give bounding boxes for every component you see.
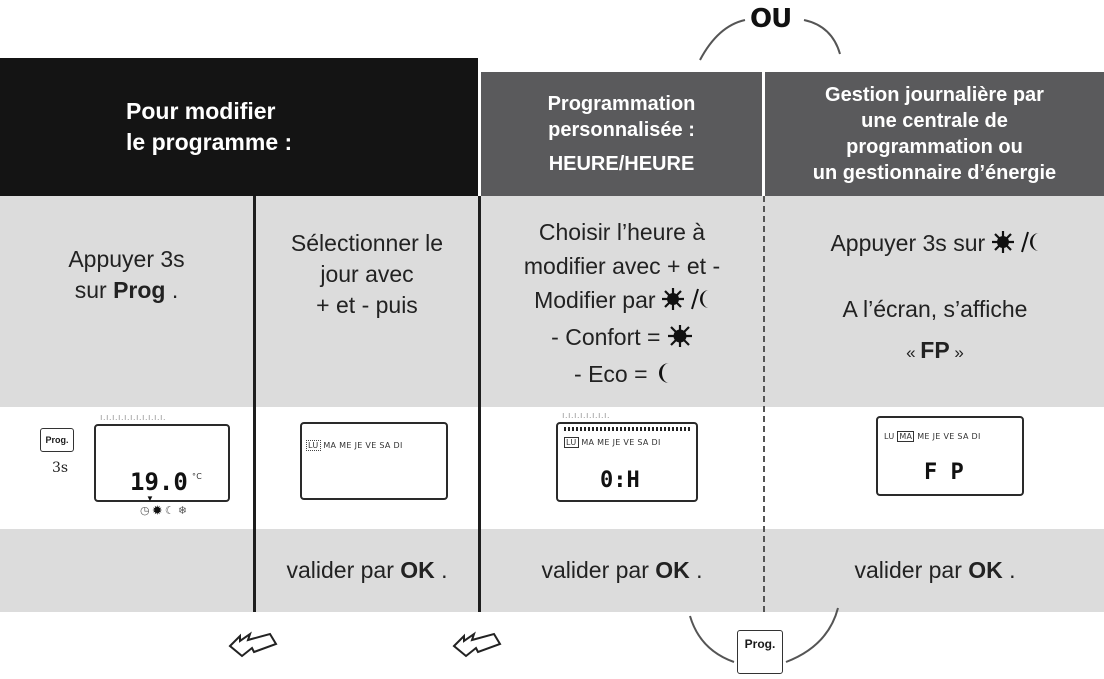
header-modify-line: le programme : bbox=[126, 129, 293, 155]
instruction-text: A l’écran, s’affiche bbox=[842, 296, 1028, 322]
next-step-arrow-icon bbox=[450, 630, 506, 663]
fp-reading: F P bbox=[924, 460, 964, 485]
header-custom-programming bbox=[481, 72, 762, 196]
header-custom-line: HEURE/HEURE bbox=[548, 153, 695, 175]
header-custom-line: Programmation bbox=[547, 93, 696, 115]
header-daily-management bbox=[765, 72, 1104, 196]
program-bar-dots: ı.ı.ı.ı.ı.ı.ı.ı. bbox=[562, 410, 611, 420]
header-daily-line: programmation ou bbox=[846, 136, 1023, 158]
instruction-text: + et - puis bbox=[316, 292, 418, 318]
sun-moon-icon bbox=[992, 230, 1040, 262]
validate-col4: valider par OK . bbox=[854, 557, 1016, 583]
temperature-unit: °C bbox=[192, 472, 203, 481]
thermostat-display-temperature bbox=[94, 424, 230, 502]
hour-reading: 0:H bbox=[600, 468, 640, 493]
program-bar-dots: ı.ı.ı.ı.ı.ı.ı.ı.ı.ı.ı. bbox=[100, 412, 167, 422]
instruction-text: Sélectionner le bbox=[290, 230, 444, 256]
day-row: LU MA ME JE VE SA DI bbox=[308, 441, 403, 450]
instruction-text: jour avec bbox=[320, 261, 414, 287]
column-divider-dashed bbox=[763, 196, 765, 612]
prog-keyword: Prog bbox=[113, 277, 166, 303]
prog-button-icon: Prog. bbox=[40, 428, 74, 452]
instruction-col3 bbox=[481, 215, 763, 394]
day-row: LU MA ME JE VE SA DI bbox=[884, 432, 981, 441]
ou-connector-label: OU bbox=[750, 4, 792, 34]
fp-keyword: FP bbox=[920, 337, 950, 363]
thermostat-display-hour-select bbox=[556, 422, 698, 502]
instruction-text: Appuyer 3s bbox=[68, 246, 185, 272]
header-daily-line: Gestion journalière par bbox=[825, 84, 1044, 106]
validate-col2: valider par OK . bbox=[286, 557, 448, 583]
header-modify-program bbox=[0, 58, 478, 196]
selected-day-blinking: LU bbox=[308, 441, 319, 450]
header-modify-line: Pour modifier bbox=[126, 98, 276, 124]
temperature-reading: 19.0 bbox=[130, 468, 188, 496]
thermostat-display-day-select bbox=[300, 422, 448, 500]
next-step-arrow-icon bbox=[226, 630, 282, 663]
header-daily-line: une centrale de bbox=[861, 110, 1008, 132]
instruction-text: « FP » bbox=[906, 337, 964, 363]
program-hour-bar bbox=[564, 427, 692, 431]
header-daily-line: un gestionnaire d’énergie bbox=[812, 162, 1057, 184]
day-row: LU MA ME JE VE SA DI bbox=[566, 438, 661, 447]
thermostat-display-fp bbox=[876, 416, 1024, 496]
mode-indicator-icons: ▼ ◷ ✹ ☾ ❄ bbox=[140, 494, 188, 517]
instruction-col4 bbox=[766, 228, 1104, 368]
instruction-text: Choisir l’heure à bbox=[538, 219, 706, 245]
instruction-col2 bbox=[256, 228, 478, 321]
instruction-text: Appuyer 3s sur bbox=[766, 228, 1104, 262]
moon-icon bbox=[654, 360, 670, 394]
prog-button-icon: Prog. bbox=[737, 630, 783, 674]
instruction-text: - Eco = bbox=[481, 357, 763, 394]
instruction-text: Modifier par bbox=[481, 283, 763, 320]
sun-moon-icon bbox=[662, 286, 710, 320]
duration-label: 3s bbox=[52, 460, 69, 476]
instruction-text: sur Prog . bbox=[74, 277, 179, 303]
header-custom-line: personnalisée : bbox=[548, 119, 695, 141]
instruction-text: modifier avec + et - bbox=[523, 253, 721, 279]
sun-icon bbox=[667, 323, 693, 357]
instruction-col1 bbox=[0, 244, 253, 306]
instruction-text: - Confort = bbox=[481, 320, 763, 357]
validate-col3: valider par OK . bbox=[541, 557, 703, 583]
